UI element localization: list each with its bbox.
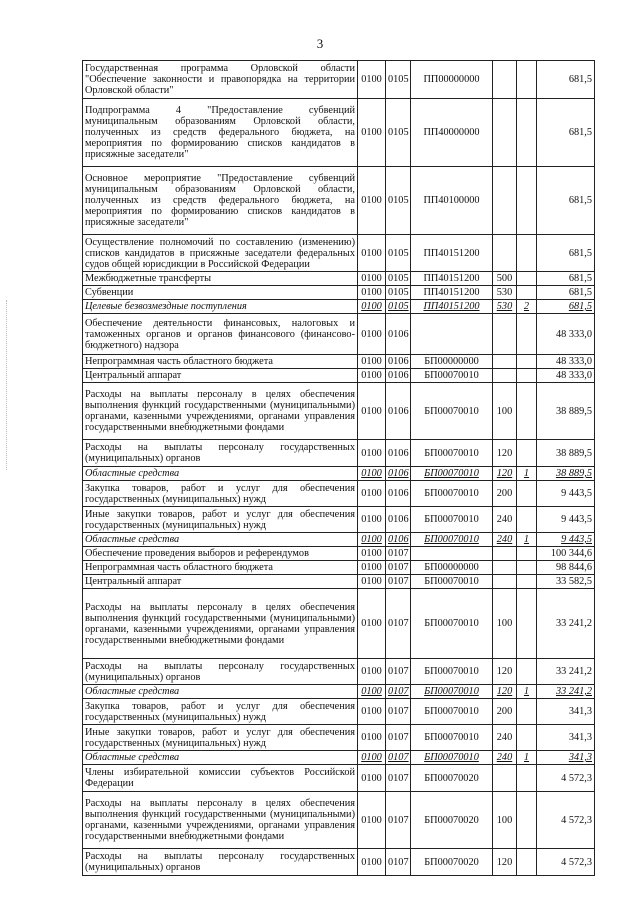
table-row [83,440,595,467]
table-row [83,481,595,507]
row-src [517,286,537,300]
table-row [83,61,595,99]
row-vr [493,575,517,589]
margin-mark [6,300,8,470]
row-pr: 0107 [386,792,411,849]
row-rz: 0100 [358,751,386,765]
row-src [517,575,537,589]
row-name: Обеспечение проведения выборов и референдумов [83,547,358,561]
row-src: 1 [517,467,537,481]
row-name: Расходы на выплаты персоналу в целях обеспечения выполнения функций государственными (муниципальными) органами, казенными учреждениями, органами управления государственными внебюджетными фондами [83,589,358,659]
row-csr: БП00070020 [411,849,493,876]
row-pr: 0105 [386,99,411,167]
row-rz: 0100 [358,849,386,876]
row-csr: БП00070010 [411,659,493,685]
row-name: Члены избирательной комиссии субъектов Российской Федерации [83,765,358,792]
row-csr: ПП40000000 [411,99,493,167]
row-amount: 33 241,2 [537,685,595,699]
row-name: Иные закупки товаров, работ и услуг для обеспечения государственных (муниципальных) нужд [83,507,358,533]
row-vr: 100 [493,383,517,440]
row-rz: 0100 [358,507,386,533]
table-row [83,589,595,659]
row-pr: 0106 [386,314,411,355]
table-row [83,167,595,235]
row-name: Межбюджетные трансферты [83,272,358,286]
row-amount: 681,5 [537,167,595,235]
row-name: Закупка товаров, работ и услуг для обеспечения государственных (муниципальных) нужд [83,699,358,725]
row-name: Подпрограмма 4 "Предоставление субвенций муниципальным образованиям Орловской области, полученных из средств федерального бюджета, на мероприятия по формированию списков кандидатов в присяжные заседатели" [83,99,358,167]
row-amount: 33 241,2 [537,589,595,659]
row-rz: 0100 [358,235,386,272]
budget-table [82,60,595,876]
row-pr: 0107 [386,589,411,659]
row-amount: 681,5 [537,300,595,314]
row-src: 2 [517,300,537,314]
row-vr [493,235,517,272]
table-row [83,467,595,481]
row-csr: ПП40151200 [411,272,493,286]
row-amount: 681,5 [537,272,595,286]
row-pr: 0107 [386,547,411,561]
table-row [83,300,595,314]
row-amount: 681,5 [537,286,595,300]
row-csr: БП00070010 [411,725,493,751]
table-row [83,792,595,849]
table-row [83,314,595,355]
row-name: Обеспечение деятельности финансовых, налоговых и таможенных органов и органов финансового (финансово-бюджетного) надзора [83,314,358,355]
row-amount: 33 582,5 [537,575,595,589]
row-rz: 0100 [358,467,386,481]
row-name: Непрограммная часть областного бюджета [83,355,358,369]
row-amount: 38 889,5 [537,440,595,467]
row-name: Непрограммная часть областного бюджета [83,561,358,575]
table-row [83,685,595,699]
row-name: Центральный аппарат [83,575,358,589]
row-vr: 100 [493,792,517,849]
table-row [83,751,595,765]
row-src [517,849,537,876]
row-amount: 48 333,0 [537,355,595,369]
row-name: Осуществление полномочий по составлению (изменению) списков кандидатов в присяжные заседатели федеральных судов общей юрисдикции в Российской Федерации [83,235,358,272]
row-rz: 0100 [358,314,386,355]
table-row [83,355,595,369]
row-vr: 100 [493,589,517,659]
row-csr: ПП40100000 [411,167,493,235]
row-csr: БП00070010 [411,440,493,467]
row-src [517,481,537,507]
row-pr: 0106 [386,533,411,547]
row-pr: 0107 [386,725,411,751]
row-csr: ПП40151200 [411,300,493,314]
row-pr: 0107 [386,561,411,575]
table-row [83,725,595,751]
row-rz: 0100 [358,659,386,685]
row-name: Основное мероприятие "Предоставление субвенций муниципальным образованиям Орловской области, полученных из средств федерального бюджета, на мероприятия по формированию списков кандидатов в присяжные заседатели" [83,167,358,235]
row-vr: 120 [493,685,517,699]
table-row [83,765,595,792]
row-src [517,725,537,751]
row-name: Расходы на выплаты персоналу государственных (муниципальных) органов [83,440,358,467]
row-pr: 0106 [386,369,411,383]
row-pr: 0107 [386,765,411,792]
row-csr: БП00070010 [411,467,493,481]
row-pr: 0107 [386,849,411,876]
row-pr: 0107 [386,659,411,685]
row-amount: 681,5 [537,99,595,167]
row-csr: БП00070020 [411,792,493,849]
row-csr: БП00070010 [411,383,493,440]
row-csr: БП00070010 [411,685,493,699]
row-pr: 0106 [386,481,411,507]
row-src [517,792,537,849]
row-pr: 0107 [386,685,411,699]
row-rz: 0100 [358,286,386,300]
row-rz: 0100 [358,533,386,547]
row-amount: 4 572,3 [537,792,595,849]
table-row [83,659,595,685]
row-csr: БП00070020 [411,765,493,792]
row-name: Расходы на выплаты персоналу государственных (муниципальных) органов [83,849,358,876]
row-name: Закупка товаров, работ и услуг для обеспечения государственных (муниципальных) нужд [83,481,358,507]
table-row [83,235,595,272]
row-amount: 48 333,0 [537,314,595,355]
row-rz: 0100 [358,167,386,235]
table-row [83,507,595,533]
table-row [83,286,595,300]
table-row [83,533,595,547]
row-csr: ПП40151200 [411,286,493,300]
row-name: Областные средства [83,751,358,765]
row-csr: БП00070010 [411,481,493,507]
row-csr: ПП40151200 [411,235,493,272]
row-src [517,561,537,575]
row-csr: БП00070010 [411,533,493,547]
row-src [517,765,537,792]
row-rz: 0100 [358,61,386,99]
row-vr [493,369,517,383]
row-src [517,589,537,659]
row-csr: БП00000000 [411,355,493,369]
row-amount: 38 889,5 [537,383,595,440]
row-rz: 0100 [358,440,386,467]
table-row [83,99,595,167]
row-rz: 0100 [358,561,386,575]
row-vr: 120 [493,659,517,685]
row-rz: 0100 [358,685,386,699]
row-rz: 0100 [358,575,386,589]
table-body [83,61,595,876]
row-csr: БП00070010 [411,369,493,383]
row-rz: 0100 [358,547,386,561]
row-vr: 240 [493,751,517,765]
row-name: Центральный аппарат [83,369,358,383]
row-rz: 0100 [358,481,386,507]
row-amount: 681,5 [537,61,595,99]
table-row [83,699,595,725]
row-pr: 0106 [386,467,411,481]
table-row [83,272,595,286]
table-row [83,561,595,575]
page-number: 3 [316,36,324,51]
row-rz: 0100 [358,383,386,440]
row-src [517,547,537,561]
row-src [517,699,537,725]
table-row [83,369,595,383]
row-pr: 0106 [386,383,411,440]
row-amount: 100 344,6 [537,547,595,561]
row-pr: 0105 [386,61,411,99]
row-rz: 0100 [358,369,386,383]
row-vr [493,167,517,235]
row-amount: 4 572,3 [537,765,595,792]
row-csr: БП00070010 [411,589,493,659]
row-vr: 120 [493,467,517,481]
row-rz: 0100 [358,765,386,792]
row-csr: БП00070010 [411,507,493,533]
row-pr: 0106 [386,440,411,467]
row-pr: 0105 [386,235,411,272]
row-csr: ПП00000000 [411,61,493,99]
row-pr: 0105 [386,286,411,300]
row-pr: 0107 [386,699,411,725]
row-pr: 0105 [386,167,411,235]
row-src [517,369,537,383]
row-src [517,659,537,685]
row-vr: 240 [493,725,517,751]
row-csr: БП00070010 [411,575,493,589]
row-name: Целевые безвозмездные поступления [83,300,358,314]
row-name: Областные средства [83,467,358,481]
row-amount: 38 889,5 [537,467,595,481]
row-rz: 0100 [358,792,386,849]
row-src [517,507,537,533]
table-row [83,849,595,876]
row-name: Расходы на выплаты персоналу в целях обеспечения выполнения функций государственными (муниципальными) органами, казенными учреждениями, органами управления государственными внебюджетными фондами [83,383,358,440]
row-src: 1 [517,533,537,547]
row-name: Субвенции [83,286,358,300]
row-vr: 200 [493,699,517,725]
row-amount: 9 443,5 [537,507,595,533]
row-vr [493,355,517,369]
row-name: Областные средства [83,685,358,699]
table-row [83,575,595,589]
row-vr: 240 [493,533,517,547]
row-amount: 98 844,6 [537,561,595,575]
row-vr: 120 [493,849,517,876]
row-vr: 200 [493,481,517,507]
row-vr [493,765,517,792]
row-src [517,440,537,467]
row-rz: 0100 [358,699,386,725]
row-src [517,99,537,167]
row-rz: 0100 [358,99,386,167]
row-src [517,355,537,369]
row-vr: 240 [493,507,517,533]
row-pr: 0105 [386,300,411,314]
row-csr [411,547,493,561]
row-vr: 530 [493,286,517,300]
row-vr [493,314,517,355]
row-amount: 341,3 [537,751,595,765]
row-name: Расходы на выплаты персоналу в целях обеспечения выполнения функций государственными (муниципальными) органами, казенными учреждениями, органами управления государственными внебюджетными фондами [83,792,358,849]
row-csr: БП00000000 [411,561,493,575]
row-name: Государственная программа Орловской области "Обеспечение законности и правопорядка на территории Орловской области" [83,61,358,99]
row-src [517,167,537,235]
row-vr [493,561,517,575]
row-vr: 530 [493,300,517,314]
row-rz: 0100 [358,272,386,286]
row-csr: БП00070010 [411,699,493,725]
row-rz: 0100 [358,725,386,751]
row-amount: 4 572,3 [537,849,595,876]
table-row [83,383,595,440]
row-src: 1 [517,685,537,699]
row-src [517,314,537,355]
row-amount: 681,5 [537,235,595,272]
row-name: Иные закупки товаров, работ и услуг для обеспечения государственных (муниципальных) нужд [83,725,358,751]
row-pr: 0105 [386,272,411,286]
row-vr: 120 [493,440,517,467]
row-vr [493,99,517,167]
row-vr [493,547,517,561]
row-src [517,383,537,440]
row-rz: 0100 [358,589,386,659]
row-name: Областные средства [83,533,358,547]
row-csr [411,314,493,355]
row-src [517,61,537,99]
row-amount: 341,3 [537,699,595,725]
row-pr: 0107 [386,751,411,765]
row-src [517,272,537,286]
row-csr: БП00070010 [411,751,493,765]
row-pr: 0106 [386,507,411,533]
row-name: Расходы на выплаты персоналу государственных (муниципальных) органов [83,659,358,685]
row-vr: 500 [493,272,517,286]
row-src [517,235,537,272]
row-amount: 48 333,0 [537,369,595,383]
row-amount: 341,3 [537,725,595,751]
row-rz: 0100 [358,355,386,369]
row-src: 1 [517,751,537,765]
row-amount: 9 443,5 [537,533,595,547]
row-amount: 33 241,2 [537,659,595,685]
row-pr: 0106 [386,355,411,369]
row-amount: 9 443,5 [537,481,595,507]
row-rz: 0100 [358,300,386,314]
table-row [83,547,595,561]
row-vr [493,61,517,99]
row-pr: 0107 [386,575,411,589]
